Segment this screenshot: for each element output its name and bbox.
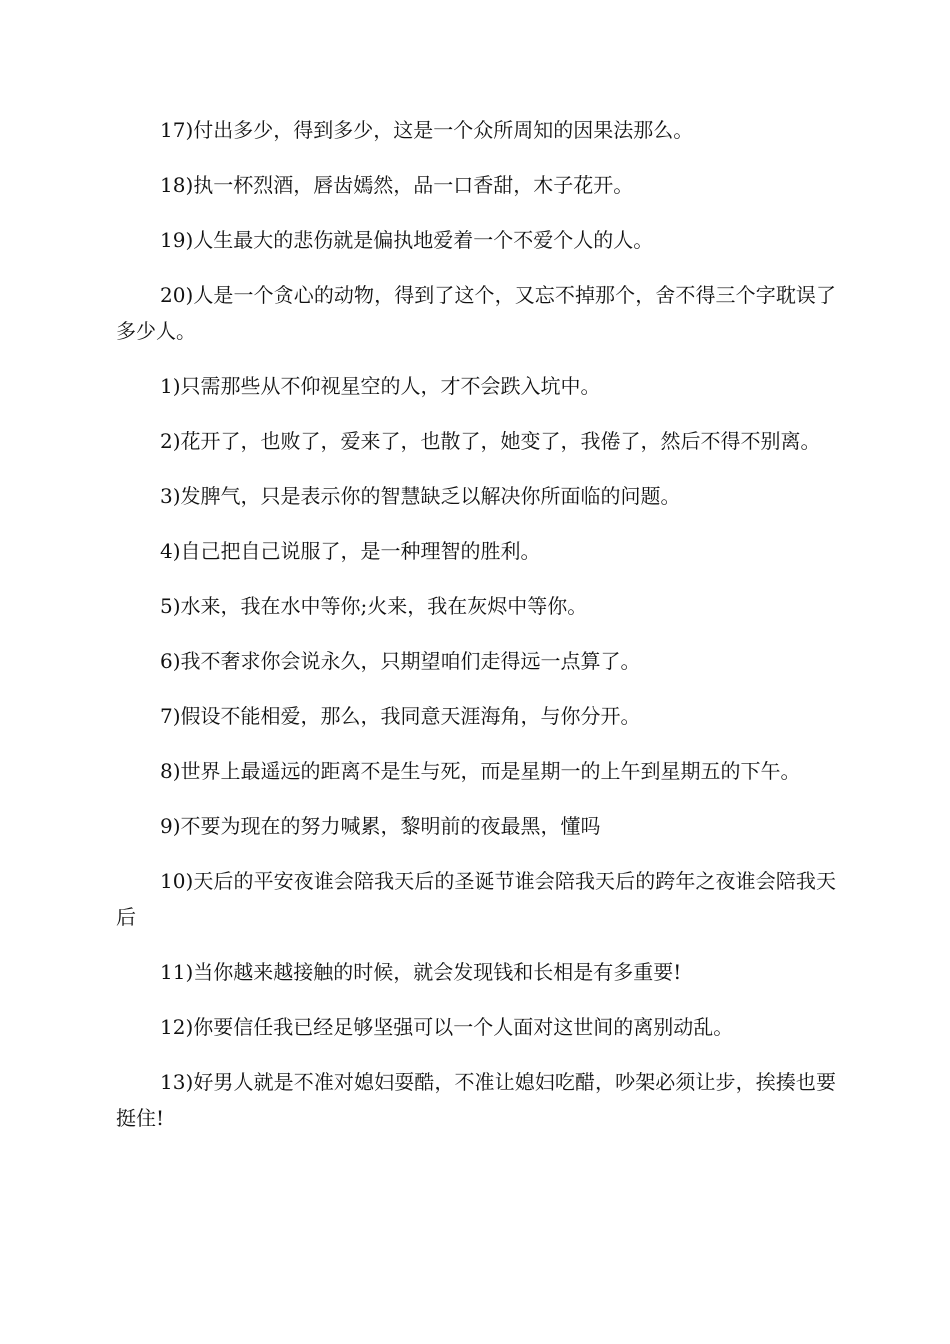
paragraph-18: 18)执一杯烈酒，唇齿嫣然，品一口香甜，木子花开。 [160, 173, 634, 197]
paragraph-13: 13)好男人就是不准对媳妇耍酷，不准让媳妇吃醋，吵架必须让步，挨揍也要挺住! [116, 1070, 836, 1130]
paragraph-4: 4)自己把自己说服了，是一种理智的胜利。 [160, 539, 541, 563]
document-body [116, 112, 836, 1155]
paragraph-1: 1)只需那些从不仰视星空的人，才不会跌入坑中。 [160, 374, 601, 398]
paragraph-6: 6)我不奢求你会说永久，只期望咱们走得远一点算了。 [160, 649, 641, 673]
paragraph-2: 2)花开了，也败了，爱来了，也散了，她变了，我倦了，然后不得不别离。 [160, 429, 821, 453]
paragraph-11: 11)当你越来越接触的时候，就会发现钱和长相是有多重要! [160, 960, 682, 984]
paragraph-19: 19)人生最大的悲伤就是偏执地爱着一个不爱个人的人。 [160, 228, 654, 252]
paragraph-9: 9)不要为现在的努力喊累，黎明前的夜最黑，懂吗 [160, 814, 601, 838]
paragraph-17: 17)付出多少，得到多少，这是一个众所周知的因果法那么。 [160, 118, 694, 142]
paragraph-10: 10)天后的平安夜谁会陪我天后的圣诞节谁会陪我天后的跨年之夜谁会陪我天后 [116, 869, 836, 929]
paragraph-20: 20)人是一个贪心的动物，得到了这个，又忘不掉那个，舍不得三个字耽误了多少人。 [116, 283, 836, 343]
paragraph-8: 8)世界上最遥远的距离不是生与死，而是星期一的上午到星期五的下午。 [160, 759, 801, 783]
paragraph-7: 7)假设不能相爱，那么，我同意天涯海角，与你分开。 [160, 704, 641, 728]
paragraph-3: 3)发脾气，只是表示你的智慧缺乏以解决你所面临的问题。 [160, 484, 681, 508]
paragraph-5: 5)水来，我在水中等你;火来，我在灰烬中等你。 [160, 594, 588, 618]
paragraph-12: 12)你要信任我已经足够坚强可以一个人面对这世间的离别动乱。 [160, 1015, 734, 1039]
